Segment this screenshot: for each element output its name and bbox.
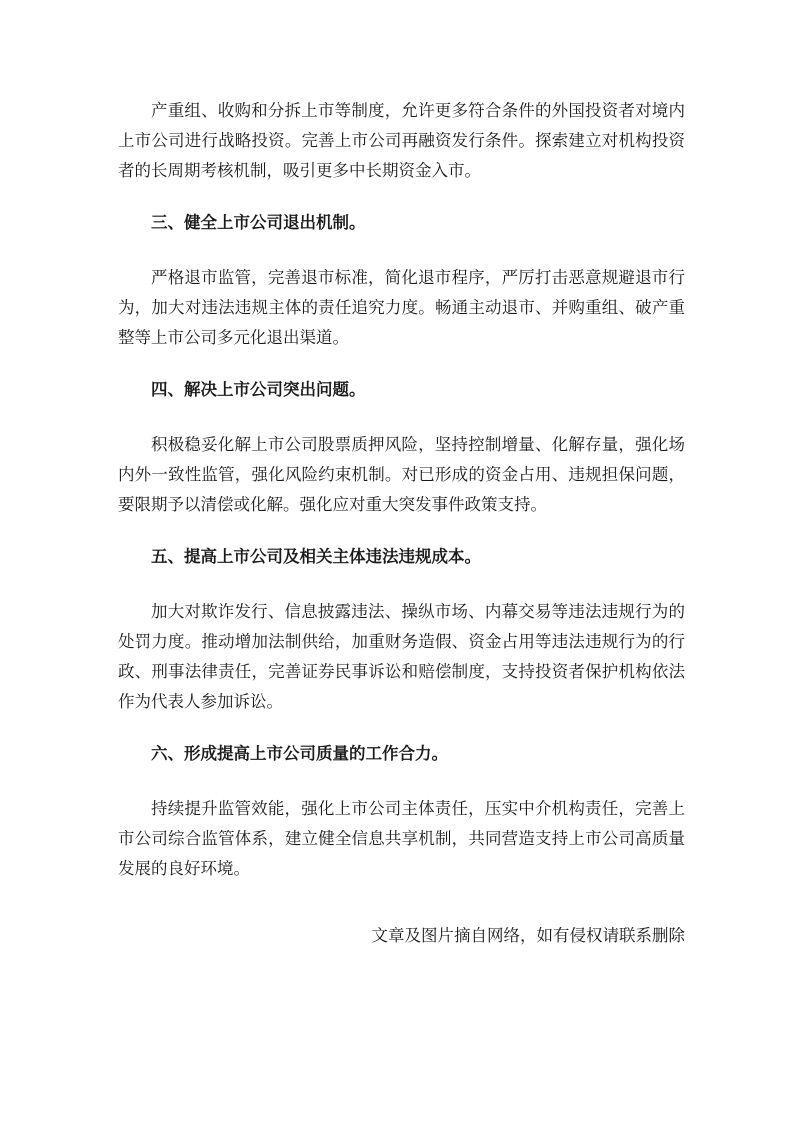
section-heading: 六、形成提高上市公司质量的工作合力。	[151, 744, 448, 763]
footer-attribution-note: 文章及图片摘自网络，如有侵权请联系删除	[371, 926, 685, 945]
section-heading: 四、解决上市公司突出问题。	[151, 380, 366, 399]
intro-paragraph: 产重组、收购和分拆上市等制度，允许更多符合条件的外国投资者对境内上市公司进行战略投资。完善上市公司再融资发行条件。探索建立对机构投资者的长周期考核机制，吸引更多中长期资金入市。	[118, 101, 685, 180]
section-heading: 三、健全上市公司退出机制。	[151, 213, 366, 232]
document-section-4	[118, 375, 685, 520]
document-section-3	[118, 208, 685, 353]
section-body: 积极稳妥化解上市公司股票质押风险，坚持控制增量、化解存量，强化场内外一致性监管，强化风险约束机制。对已形成的资金占用、违规担保问题，要限期予以清偿或化解。强化应对重大突发事件政策支持。	[118, 435, 685, 514]
document-section-5	[118, 542, 685, 717]
section-body: 严格退市监管，完善退市标准，简化退市程序，严厉打击恶意规避退市行为，加大对违法违规主体的责任追究力度。畅通主动退市、并购重组、破产重整等上市公司多元化退出渠道。	[118, 268, 685, 347]
document-section-6	[118, 739, 685, 884]
section-heading: 五、提高上市公司及相关主体违法违规成本。	[151, 547, 481, 566]
section-body: 持续提升监管效能，强化上市公司主体责任，压实中介机构责任，完善上市公司综合监管体系，建立健全信息共享机制，共同营造支持上市公司高质量发展的良好环境。	[118, 799, 685, 878]
section-body: 加大对欺诈发行、信息披露违法、操纵市场、内幕交易等违法违规行为的处罚力度。推动增加法制供给，加重财务造假、资金占用等违法违规行为的行政、刑事法律责任，完善证券民事诉讼和赔偿制度，支持投资者保护机构依法作为代表人参加诉讼。	[118, 602, 685, 711]
